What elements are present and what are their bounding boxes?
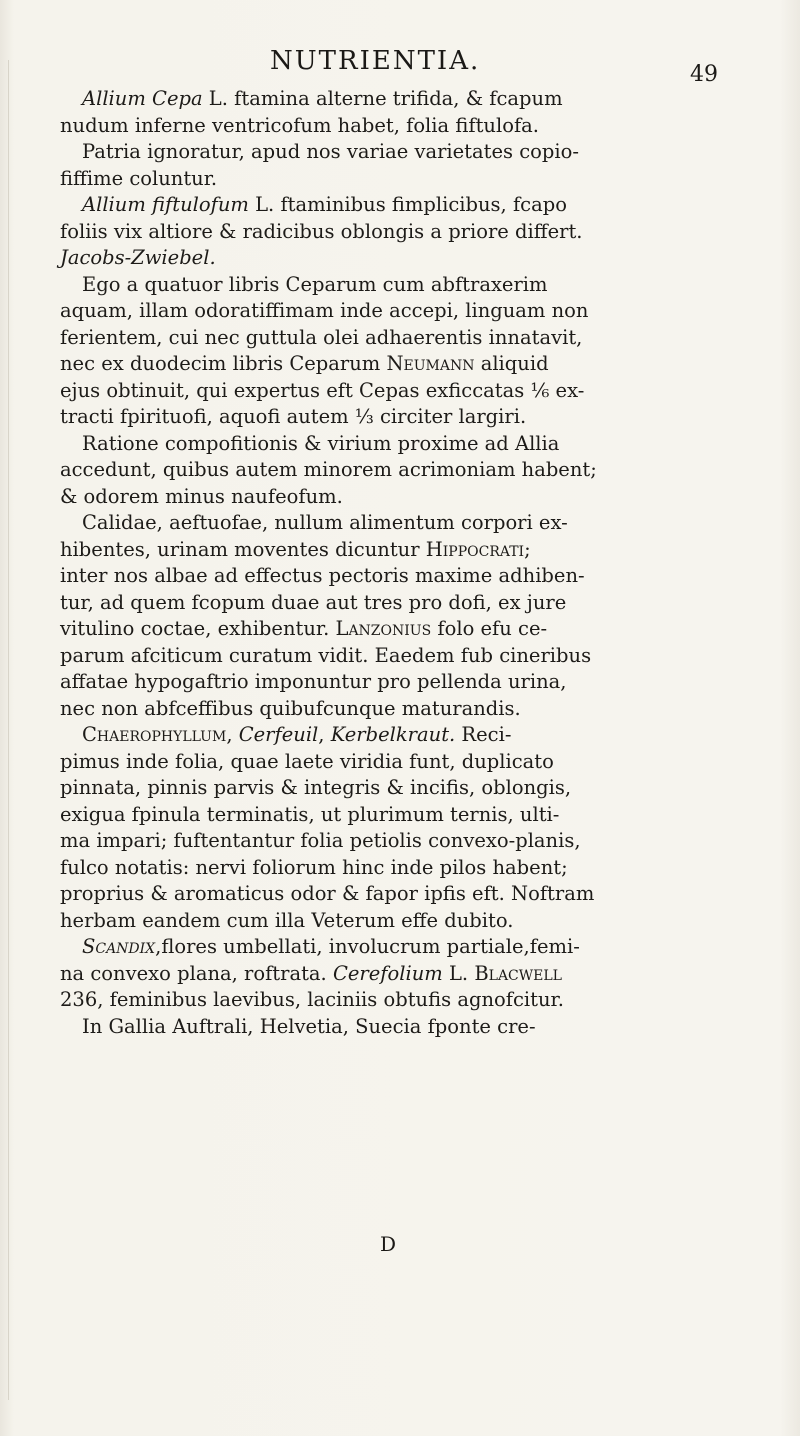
text-run: pinnata, pinnis parvis & integris & incifis, oblongis, (60, 776, 572, 799)
text-line (52, 192, 752, 219)
running-title: NUTRIENTIA. (270, 46, 481, 76)
italic-term: Cerfeuil (238, 723, 319, 746)
text-run: ma impari; fuftentantur folia petiolis convexo-planis, (60, 829, 581, 852)
text-line (52, 643, 752, 670)
text-run: , (226, 723, 239, 746)
text-line (52, 1014, 752, 1041)
text-run: & odorem minus naufeofum. (60, 484, 343, 508)
small-caps-name: Neumann (386, 352, 475, 375)
text-run: tur, ad quem fcopum duae aut tres pro dofi, ex jure (60, 590, 567, 614)
text-line (52, 855, 752, 882)
text-run: pimus inde folia, quae laete viridia funt, duplicato (60, 749, 554, 773)
text-line (52, 828, 752, 855)
italic-term: Allium fiftulofum (82, 193, 249, 216)
text-run: ferientem, cui nec guttula olei adhaerentis innatavit, (60, 325, 583, 349)
text-line (52, 881, 752, 908)
text-line (52, 86, 752, 113)
text-run: nec non abfceffibus quibufcunque maturandis. (60, 696, 521, 720)
text-line (52, 537, 752, 564)
text-line (52, 775, 752, 802)
text-line (52, 431, 752, 458)
text-run: ; (524, 537, 531, 561)
text-run: In Gallia Auftrali, Helvetia, Suecia fponte cre- (82, 1014, 536, 1038)
small-caps-name: Blacwell (474, 961, 562, 985)
text-line (52, 325, 752, 352)
text-run: , (318, 723, 331, 746)
text-run: nudum inferne ventricofum habet, folia fiftulofa. (60, 113, 539, 137)
text-run: 236, feminibus laevibus, laciniis obtufis agnofcitur. (60, 988, 564, 1011)
text-run: herbam eandem cum illa Veterum effe dubito. (60, 908, 514, 932)
text-line (52, 272, 752, 299)
text-run: folo efu ce- (431, 617, 548, 640)
body-text (52, 86, 752, 1040)
text-line (52, 139, 752, 166)
text-run: inter nos albae ad effectus pectoris maxime adhiben- (60, 564, 585, 587)
text-line (52, 749, 752, 776)
text-line (52, 669, 752, 696)
text-line (52, 378, 752, 405)
small-caps-name: Hippocrati (425, 537, 525, 561)
text-run: nec ex duodecim libris Ceparum (60, 352, 387, 375)
text-run: ,flores umbellati, involucrum partiale,femi- (155, 935, 580, 958)
text-run: L. ftamina alterne trifida, & fcapum (202, 87, 563, 110)
text-line (52, 166, 752, 193)
text-run: Reci- (455, 723, 512, 746)
text-run: fulco notatis: nervi foliorum hinc inde pilos habent; (60, 855, 568, 879)
text-line (52, 802, 752, 829)
text-line (52, 298, 752, 325)
text-run: foliis vix altiore & radicibus oblongis a priore differt. (60, 219, 583, 243)
text-line (52, 510, 752, 537)
page-number: 49 (690, 62, 718, 87)
text-run: aliquid (474, 352, 549, 375)
text-run: aquam, illam odoratiffimam inde accepi, linguam non (60, 299, 589, 322)
text-run: proprius & aromaticus odor & fapor ipfis eft. Noftram (60, 882, 595, 905)
text-line (52, 457, 752, 484)
italic-term: Kerbelkraut. (330, 723, 456, 746)
italic-term: Scandix (82, 935, 156, 958)
text-run: L. ftaminibus fimplicibus, fcapo (248, 193, 567, 216)
text-line (52, 563, 752, 590)
italic-term: Cerefolium (332, 961, 443, 985)
text-line (52, 113, 752, 140)
text-run: tracti fpirituofi, aquofi autem ⅓ circiter largiri. (60, 405, 527, 428)
text-line (52, 696, 752, 723)
small-caps-name: Lanzonius (335, 617, 432, 640)
text-line (52, 219, 752, 246)
text-line (52, 484, 752, 511)
text-run: fiffime coluntur. (60, 166, 218, 190)
text-run: parum afciticum curatum vidit. Eaedem fub cineribus (60, 643, 592, 667)
text-line (52, 590, 752, 617)
italic-term: Allium Cepa (82, 87, 203, 110)
text-line (52, 934, 752, 961)
text-run: Patria ignoratur, apud nos variae varietates copio- (82, 140, 579, 163)
text-run: Calidae, aeftuofae, nullum alimentum corpori ex- (82, 511, 568, 534)
text-run: L. (442, 961, 475, 985)
text-run: na convexo plana, roftrata. (60, 961, 333, 985)
text-line (52, 351, 752, 378)
text-line (52, 404, 752, 431)
text-line (52, 245, 752, 272)
text-run: affatae hypogaftrio imponuntur pro pellenda urina, (60, 670, 567, 693)
text-run: hibentes, urinam moventes dicuntur (60, 537, 426, 561)
small-caps-name: Chaerophyllum (82, 723, 227, 746)
text-line (52, 961, 752, 988)
text-run: vitulino coctae, exhibentur. (60, 617, 336, 640)
signature-mark: D (380, 1232, 397, 1256)
italic-term: Jacobs-Zwiebel. (60, 246, 216, 269)
text-line (52, 908, 752, 935)
text-line (52, 722, 752, 749)
text-line (52, 987, 752, 1014)
text-run: exigua fpinula terminatis, ut plurimum ternis, ulti- (60, 802, 560, 826)
page-edge-line (8, 60, 9, 1400)
text-run: Ratione compofitionis & virium proxime ad Allia (82, 431, 560, 455)
text-run: Ego a quatuor libris Ceparum cum abftraxerim (82, 272, 548, 296)
page-header (0, 22, 800, 87)
text-line (52, 616, 752, 643)
text-run: ejus obtinuit, qui expertus eft Cepas exficcatas ⅙ ex- (60, 378, 585, 402)
text-run: accedunt, quibus autem minorem acrimoniam habent; (60, 458, 597, 481)
